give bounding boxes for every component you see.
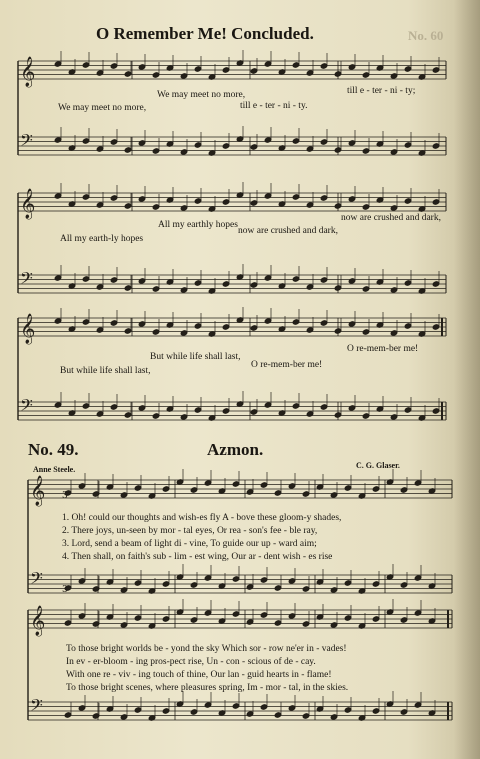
verse-line: With one re - viv - ing touch of thine, Our lan - guid hearts in - flame!	[66, 670, 332, 680]
bass-clef-icon: 𝄢	[20, 268, 33, 292]
lyric-line: We may meet no more,	[58, 103, 147, 113]
time-signature-numerator: 3	[62, 491, 68, 501]
lyric-line: But while life shall last,	[60, 366, 151, 376]
treble-clef-icon: 𝄞	[30, 606, 46, 636]
time-signature-numerator: 3	[62, 585, 68, 595]
lyric-line: We may meet no more,	[157, 90, 246, 100]
lyric-line: till e - ter - ni - ty;	[347, 86, 416, 96]
song2-author: Anne Steele.	[33, 465, 76, 474]
lyric-line: till e - ter - ni - ty.	[240, 101, 308, 111]
lyric-line: All my earth-ly hopes	[60, 234, 144, 244]
treble-clef-icon: 𝄞	[30, 476, 46, 506]
treble-clef-icon: 𝄞	[20, 314, 36, 344]
lyric-line: All my earthly hopes	[158, 220, 238, 230]
song2-title: Azmon.	[207, 440, 264, 459]
verse-line: 1. Oh! could our thoughts and wish-es fly A - bove these gloom-y shades,	[62, 513, 342, 523]
verse-line: 2. There joys, un-seen by mor - tal eyes, Or rea - son's fee - ble ray,	[62, 526, 318, 536]
bass-clef-icon: 𝄢	[20, 395, 33, 419]
bass-clef-icon: 𝄢	[30, 568, 43, 592]
song2-composer: C. G. Glaser.	[356, 461, 400, 470]
treble-clef-icon: 𝄞	[20, 57, 36, 87]
bass-clef-icon: 𝄢	[30, 695, 43, 719]
lyric-line: now are crushed and dark,	[238, 226, 338, 236]
verse-line: To those bright worlds be - yond the sky Which sor - row ne'er in - vades!	[66, 644, 347, 654]
song1-title: O Remember Me! Concluded.	[96, 24, 314, 43]
lyric-line: But while life shall last,	[150, 352, 241, 362]
lyric-line: O re-mem-ber me!	[251, 360, 323, 370]
bass-clef-icon: 𝄢	[20, 130, 33, 154]
verse-line: 3. Lord, send a beam of light di - vine, To guide our up - ward aim;	[62, 539, 317, 549]
verse-line: 4. Then shall, on faith's sub - lim - est wing, Our ar - dent wish - es rise	[62, 552, 333, 562]
song2-number: No. 49.	[28, 440, 79, 459]
verse-line: In ev - er-bloom - ing pros-pect rise, Un - con - scious of de - cay.	[66, 657, 316, 667]
treble-clef-icon: 𝄞	[20, 189, 36, 219]
lyric-line: now are crushed and dark,	[341, 213, 441, 223]
lyric-line: O re-mem-ber me!	[347, 344, 419, 354]
verse-line: To those bright scenes, where pleasures spring, Im - mor - tal, in the skies.	[66, 683, 349, 693]
faded-page-number: No. 60	[408, 28, 444, 43]
